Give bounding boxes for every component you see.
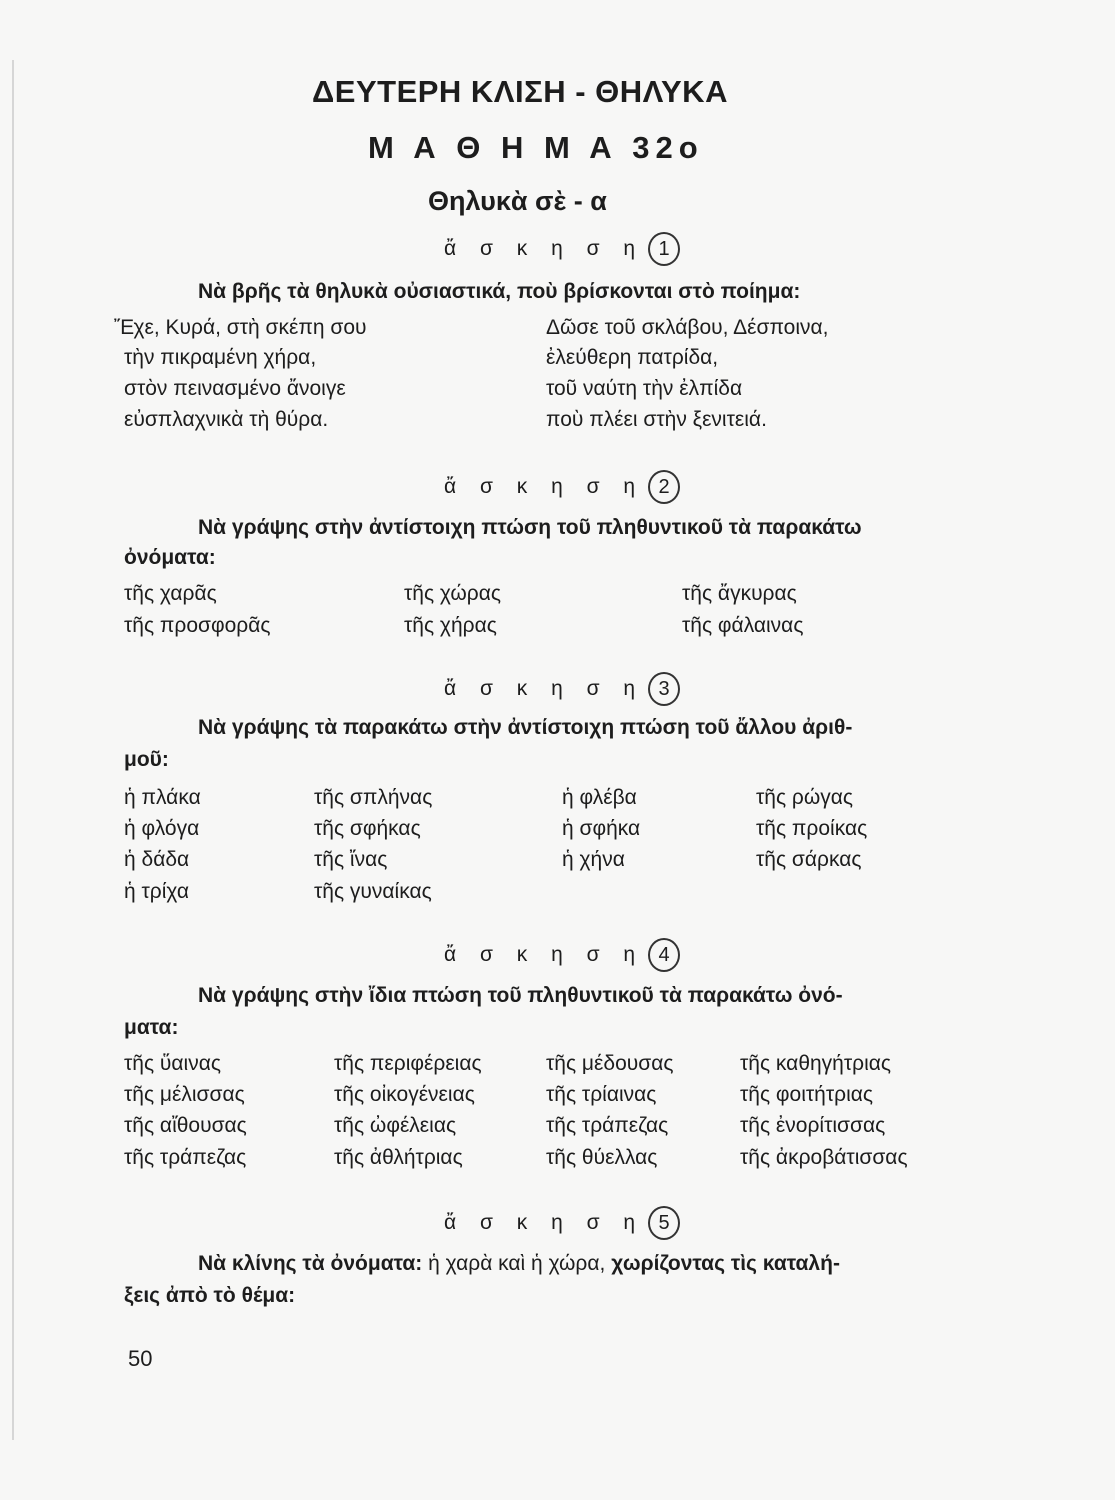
exercise-label: ἄ σ κ η σ η	[444, 677, 645, 700]
exercise-3-instruction: Νὰ γράψης τὰ παρακάτω στὴν ἀντίστοιχη πτώση τοῦ ἄλλου ἀριθ-	[198, 716, 853, 739]
chapter-title: ΔΕΥΤΕΡΗ ΚΛΙΣΗ - ΘΗΛΥΚΑ	[312, 74, 728, 109]
word-item: τῆς προίκας	[756, 817, 868, 840]
word-item: ἡ φλόγα	[124, 817, 200, 840]
word-item: τῆς θύελλας	[546, 1146, 658, 1169]
exercise-5-instruction-cont: ξεις ἀπὸ τὸ θέμα:	[124, 1284, 296, 1307]
instruction-plain: ἡ χαρὰ καὶ ἡ χώρα,	[422, 1252, 612, 1275]
word-item: τῆς χώρας	[404, 582, 501, 605]
exercise-number: 3	[648, 672, 680, 706]
poem-line: εὐσπλαχνικὰ τὴ θύρα.	[124, 408, 329, 431]
word-item: τῆς ὠφέλειας	[334, 1114, 457, 1137]
exercise-2-instruction-cont: ὀνόματα:	[124, 546, 216, 569]
word-item: τῆς τράπεζας	[546, 1114, 669, 1137]
word-item: τῆς ὕαινας	[124, 1052, 221, 1075]
exercise-4-heading	[444, 938, 680, 972]
word-item: τῆς ἀκροβάτισσας	[740, 1146, 908, 1169]
word-item: τῆς ρώγας	[756, 786, 854, 809]
exercise-number: 2	[648, 470, 680, 504]
word-item: τῆς φοιτήτριας	[740, 1083, 874, 1106]
page-fold-line	[12, 60, 14, 1440]
word-item: τῆς μέλισσας	[124, 1083, 245, 1106]
word-item: ἡ φλέβα	[562, 786, 637, 809]
poem-line: ἐλεύθερη πατρίδα,	[546, 346, 719, 369]
word-item: τῆς φάλαινας	[682, 614, 804, 637]
word-item: τῆς οἰκογένειας	[334, 1083, 475, 1106]
exercise-1-heading	[444, 232, 680, 266]
exercise-2-instruction: Νὰ γράψης στὴν ἀντίστοιχη πτώση τοῦ πληθυντικοῦ τὰ παρακάτω	[198, 516, 862, 539]
word-item: τῆς περιφέρειας	[334, 1052, 482, 1075]
exercise-label: ἄ σ κ η σ η	[444, 237, 645, 260]
exercise-label: ἄ σ κ η σ η	[444, 943, 645, 966]
word-item: ἡ τρίχα	[124, 880, 190, 903]
poem-line: Δῶσε τοῦ σκλάβου, Δέσποινα,	[546, 316, 829, 339]
word-item: τῆς σάρκας	[756, 848, 862, 871]
exercise-number: 5	[648, 1206, 680, 1240]
word-item: τῆς ἴνας	[314, 848, 388, 871]
word-item: ἡ πλάκα	[124, 786, 201, 809]
poem-line: τὴν πικραμένη χήρα,	[124, 346, 317, 369]
lesson-subtitle: Θηλυκὰ σὲ - α	[428, 186, 607, 216]
exercise-1-instruction: Νὰ βρῆς τὰ θηλυκὰ οὐσιαστικά, ποὺ βρίσκονται στὸ ποίημα:	[198, 280, 801, 303]
page-number: 50	[128, 1346, 153, 1371]
exercise-3-instruction-cont: μοῦ:	[124, 748, 169, 771]
word-item: τῆς χαρᾶς	[124, 582, 217, 605]
exercise-number: 4	[648, 938, 680, 972]
exercise-4-instruction-cont: ματα:	[124, 1016, 179, 1039]
word-item: τῆς προσφορᾶς	[124, 614, 271, 637]
word-item: τῆς τράπεζας	[124, 1146, 247, 1169]
instruction-bold: χωρίζοντας τὶς καταλή-	[611, 1252, 840, 1275]
word-item: τῆς σπλήνας	[314, 786, 433, 809]
word-item: τῆς καθηγήτριας	[740, 1052, 892, 1075]
poem-line: τοῦ ναύτη τὴν ἐλπίδα	[546, 377, 743, 400]
word-item: ἡ σφήκα	[562, 817, 641, 840]
exercise-5-heading	[444, 1206, 680, 1240]
poem-line: ποὺ πλέει στὴν ξενιτειά.	[546, 408, 767, 431]
exercise-2-heading	[444, 470, 680, 504]
exercise-label: ἄ σ κ η σ η	[444, 1211, 645, 1234]
word-item: τῆς ἀθλήτριας	[334, 1146, 463, 1169]
exercise-5-instruction	[198, 1252, 840, 1276]
poem-line: στὸν πεινασμένο ἄνοιγε	[124, 377, 346, 400]
word-item: τῆς μέδουσας	[546, 1052, 674, 1075]
word-item: τῆς ἐνορίτισσας	[740, 1114, 886, 1137]
word-item: τῆς αἴθουσας	[124, 1114, 247, 1137]
exercise-label: ἄ σ κ η σ η	[444, 475, 645, 498]
word-item: τῆς χήρας	[404, 614, 497, 637]
exercise-number: 1	[648, 232, 680, 266]
word-item: τῆς τρίαινας	[546, 1083, 657, 1106]
word-item: τῆς σφήκας	[314, 817, 421, 840]
exercise-3-heading	[444, 672, 680, 706]
word-item: τῆς ἄγκυρας	[682, 582, 797, 605]
exercise-4-instruction: Νὰ γράψης στὴν ἴδια πτώση τοῦ πληθυντικοῦ τὰ παρακάτω ὀνό-	[198, 984, 843, 1007]
word-item: ἡ δάδα	[124, 848, 190, 871]
word-item: ἡ χήνα	[562, 848, 625, 871]
lesson-heading: Μ Α Θ Η Μ Α 32ο	[368, 130, 704, 165]
poem-line: Ἔχε, Κυρά, στὴ σκέπη σου	[114, 316, 367, 339]
instruction-bold: Νὰ κλίνης τὰ ὀνόματα:	[198, 1252, 423, 1275]
word-item: τῆς γυναίκας	[314, 880, 432, 903]
